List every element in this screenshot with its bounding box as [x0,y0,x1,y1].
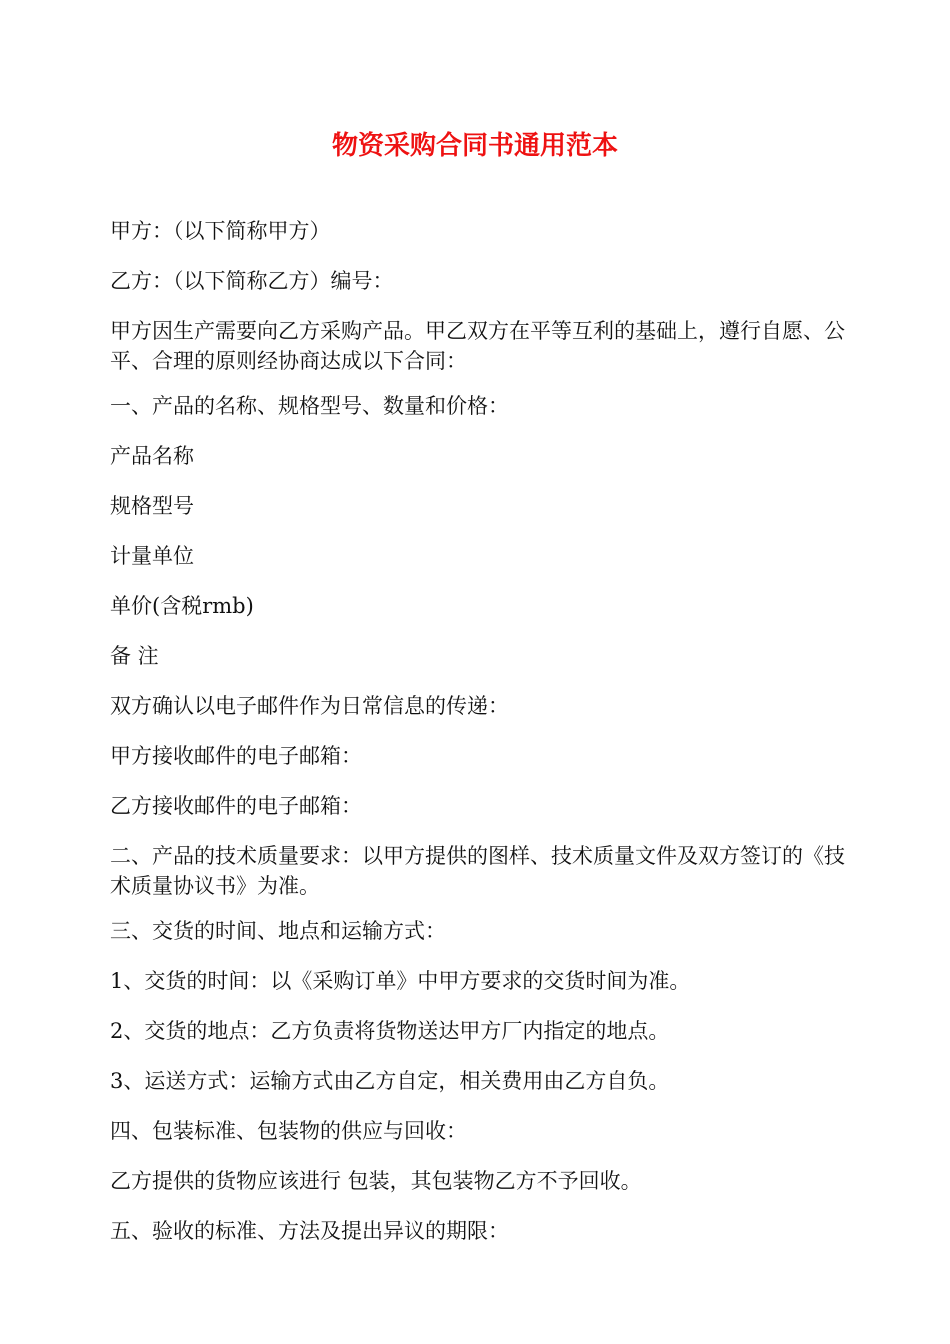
party-b-line: 乙方：（以下简称乙方）编号： [110,269,394,293]
field-unit-price: 单价(含税rmb) [110,594,254,618]
delivery-place-line: 2、交货的地点：乙方负责将货物送达甲方厂内指定的地点。 [110,1019,670,1043]
section-3-heading: 三、交货的时间、地点和运输方式： [110,919,446,943]
transport-method-line: 3、运送方式：运输方式由乙方自定，相关费用由乙方自负。 [110,1069,670,1093]
document-title: 物资采购合同书通用范本 [331,131,618,161]
party-b-email-line: 乙方接收邮件的电子邮箱： [110,794,362,818]
field-remarks: 备 注 [110,644,159,668]
party-a-email-line: 甲方接收邮件的电子邮箱： [110,744,362,768]
email-confirmation-line: 双方确认以电子邮件作为日常信息的传递： [110,694,509,718]
preamble-paragraph: 甲方因生产需要向乙方采购产品。甲乙双方在平等互利的基础上，遵行自愿、公平、合理的原则经协商达成以下合同： [110,319,845,373]
field-unit: 计量单位 [110,544,194,568]
section-5-heading: 五、验收的标准、方法及提出异议的期限： [110,1219,509,1243]
section-1-heading: 一、产品的名称、规格型号、数量和价格： [110,394,509,418]
packaging-line: 乙方提供的货物应该进行 包装，其包装物乙方不予回收。 [110,1169,642,1193]
section-2-paragraph: 二、产品的技术质量要求：以甲方提供的图样、技术质量文件及双方签订的《技术质量协议书》为准。 [110,844,845,898]
delivery-time-line: 1、交货的时间：以《采购订单》中甲方要求的交货时间为准。 [110,969,691,993]
section-4-heading: 四、包装标准、包装物的供应与回收： [110,1119,467,1143]
field-product-name: 产品名称 [110,444,194,468]
party-a-line: 甲方：（以下简称甲方） [110,219,331,243]
field-spec-model: 规格型号 [110,494,194,518]
